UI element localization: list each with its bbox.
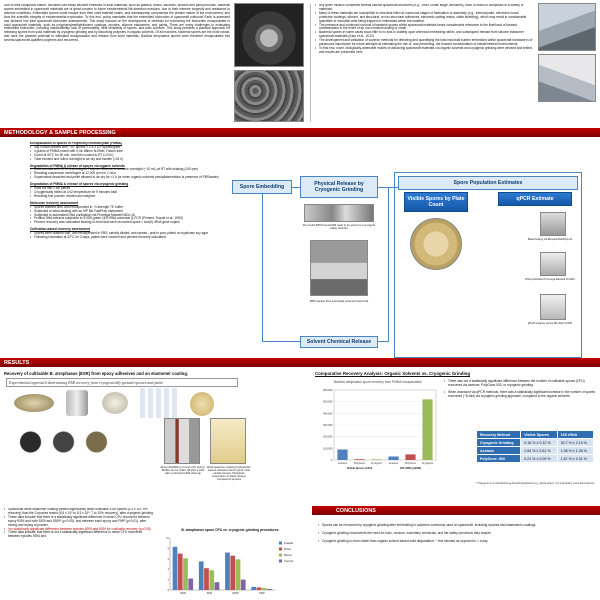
rover-photo	[538, 3, 596, 51]
block4-list: • Spores washed with, and resuspended in, ½ strength TE buffer • Subjected to bead-beating with an MP Bio FastPrep instrument • Subjected to automated DNA purification via Promega Maxwell MDx-16. • Purified DNA extracts subjected to SYBR-green 16S rRNA universal Q-PCR (Primers: Suzuki et al., 2000) • Percent recovery was calculated bearing in mind that each recovered spore = two(6) rRNA gene copies	[30, 206, 225, 226]
results-header: RESULTS	[0, 358, 600, 367]
maxwell-caption: DNA purification Promega Maxwell 16 MDx	[525, 278, 575, 281]
comparison-bullets: • There was not a statistically significant difference between the number of cultivable spores (CFU) recovered via acetone, PolyGone-500, or cryogenic grinding. • When assessed via qPCR methods, there was a statistically significant increase in the number of spores recovered (~8-fold) via cryogenic grinding approach, compared to the organic solvents.	[444, 380, 596, 399]
legend-label: Mixed	[284, 553, 292, 557]
epoxy-caption: Epoxy EA9309 (a common OC epoxy). Bottles can be milled; 48 after a solid with a red-tinted ADM shell cap	[160, 466, 206, 475]
vials-caption: White elastomer coating (hydrophobic, solvent-resistant) doesn't grind. Note particle bounce: Phosphate suspensions in liquid nitrogen compared to epoxies	[206, 466, 252, 481]
recovery-table	[476, 430, 594, 463]
bar	[388, 457, 398, 461]
block2-title: Degradation of PMMA & release of spores via organic solvents	[30, 163, 125, 168]
results-bullets: • Spacecraft white elastomer coating yielded significantly fewer cultivable ESR spores (5.3 x 10³; 9% recovery) than the 3 epoxies tested (5.5 x 10⁵ to 8.3 x 10⁵; 7 to 10% recovery), after cryogenic grinding. • These data indicate that there is a statistically significant difference in mean CFU recovered between epoxy 9394 and both 9309 and 9309* (p<0.05), and between each epoxy and PMP (p<0.01), after mixing and drying of powder. • *no statistically significant difference between epoxies 9309 and 9394 for cultivable recovery (p>0.05) • These data indicate that there is not a statistically significant difference in mean CFU recovered between epoxies 9394 and	[4, 508, 154, 598]
x-tick-label: 9309	[180, 592, 187, 595]
y-tick-label: 100,000	[323, 447, 333, 451]
plate-dish	[190, 392, 214, 416]
bar	[204, 568, 209, 590]
grinding-vial	[66, 390, 88, 416]
y-tick-label: 500,000	[323, 400, 333, 404]
dilution-tubes	[140, 388, 180, 418]
legend-label: Powder	[284, 541, 294, 545]
flow-qpcr-estimate: qPCR Estimate	[498, 192, 572, 206]
x-tick-label: 9309*	[232, 592, 240, 595]
y-tick-label: 10	[166, 537, 169, 540]
table-row: Cryogenic Grinding 0.16 % ± 0.12 % 30.7 % ± 2.19 %	[477, 439, 594, 447]
legend-swatch	[279, 554, 282, 557]
freezer-mill-caption: Pre-cooled 6870 Freezer/Mill ready to be ground in a cryogenic milling chamber.	[302, 224, 376, 230]
x-tick-label: PolyGone	[354, 462, 365, 465]
conclusions-title: CONCLUSIONS	[336, 507, 376, 514]
comp-subtitle: Bacillus atrophaeus spore recovery from PMMA encapsulation	[334, 380, 422, 384]
group-label: Visible Spores (CFU)	[346, 467, 373, 470]
bar	[422, 399, 432, 460]
flow-population-estimates: Spore Population Estimates	[398, 176, 578, 190]
block5-title: Cultivation-based recovery assessment	[30, 227, 91, 232]
legend-swatch	[279, 542, 282, 545]
conclusions-panel	[312, 506, 600, 600]
legend-label: Dried	[284, 547, 291, 551]
block1-title: Encapsulation of spores in Polymethyl methacrylate (PMMA)	[30, 142, 122, 145]
connector-line	[262, 194, 263, 342]
bar	[236, 559, 241, 590]
block3-list: • Solid cut into 1 cm pieces • Cryogenically milled at LN2 temperature for 9 minutes total • Resulting fine powder, divided and weighed	[30, 187, 225, 199]
methods-text	[30, 142, 225, 352]
bar	[251, 587, 256, 590]
y-tick-label: 600,000	[323, 389, 333, 392]
epoxy-bottles-photo	[164, 418, 200, 464]
table-header: Recovery Method	[477, 431, 521, 439]
comp-title: Comparative Recovery Analysis: Organic Solvents vs. Cryogenic Grinding	[315, 371, 471, 376]
flow-spore-embedding: Spore Embedding	[232, 180, 292, 194]
divider-line	[310, 4, 311, 122]
x-tick-label: Acetone	[337, 462, 348, 465]
block4-title: Molecular recovery assessment	[30, 200, 79, 205]
y-tick-label: 200,000	[323, 435, 333, 439]
mill-instrument-photo	[310, 240, 368, 296]
bar	[262, 588, 267, 590]
y-tick-label: 8	[167, 547, 169, 551]
powder-dish	[102, 392, 128, 414]
bar	[209, 570, 214, 590]
bar	[241, 580, 246, 590]
fastprep-photo	[540, 212, 566, 236]
bar	[354, 459, 364, 460]
spacecraft-photo	[234, 3, 304, 67]
cleanroom-photo	[538, 54, 596, 102]
connector-line	[378, 341, 388, 342]
block3-title: Degradation of PMMA & release of spores via cryogenic grinding	[30, 182, 129, 187]
bar	[405, 454, 415, 460]
epoxy-puck	[14, 394, 54, 412]
table-header: Visible Spores	[521, 431, 557, 439]
freezer-mill-photo	[304, 204, 374, 222]
y-tick-label: 400,000	[323, 412, 333, 416]
flow-visible-spores: Visible Spores by Plate Count	[404, 192, 468, 212]
table-note: † Polygone is a manufacturing dissolving/polisher (e.g. glycol ether). It is proprietary cross-links solvent.	[476, 482, 595, 485]
bar	[371, 459, 381, 460]
bar	[215, 582, 220, 590]
vials-photo	[210, 418, 246, 464]
conclusions-header	[312, 506, 600, 515]
table-header-row	[477, 431, 594, 439]
mini-chart-title: B. atrophaeus spore CFU vs. cryogenic grinding procedures	[181, 528, 279, 532]
flow-physical-release: Physical Release by Cryogenic Grinding	[300, 176, 378, 198]
methods-header: METHODOLOGY & SAMPLE PROCESSING	[0, 128, 600, 137]
y-tick-label: 0	[167, 589, 169, 592]
comp-chart	[314, 384, 440, 474]
culture-plate-photo	[410, 218, 462, 270]
bar	[267, 589, 272, 590]
maxwell-photo	[540, 252, 566, 276]
x-tick-label: PolyGone	[405, 462, 416, 465]
y-tick-label: 2	[167, 578, 169, 582]
y-tick-label: 0	[331, 459, 333, 462]
intro-text: Due to their ubiquitous nature, microbes can easily become entrained in solid materials, such as plastics, resins, silicones, epoxies and paint products. Bacterial spores embedded in spacecraft materials are of great concern to future extraterrestrial life detection missions, due to their extreme longevity and resistance to adverse conditions. Embedded spores could escape from their solid material matrix, and subsequently compromise the pristine nature of the environment, and thus the scientific integrity of extraterrestrial exploration. To this end, policy mandates that the embedded bioburden of spacecraft outbound Earth is assessed and factored into total spacecraft bioburden assessments. This study focused on the development of methods for recovering the bioburden encapsulated in solid spacecraft materials, such as polyphenylmethylsiloxane coatings, epoxies, silicone elastomers, and paints. There are many challenges to evaluating embedded bioburden, including inaccessibility, lack of permeability, heat sensitivity of spores, and toxic solvents. This study presents a practical approach for releasing spores from solid materials by cryogenic grinding and by dissolving polymers in organic solvents. Of all microbes, bacterial spores are the most robust, and have the greatest potential to withstand encapsulation and release from solid materials. Bacillus atrophaeus spores were therefore encapsulated into several spacecraft-qualified polymers and recovered.	[4, 4, 230, 43]
results-subtitle: Recovery of cultivable B. atrophaeus (ESR) from epoxy adhesives and an elastomer coating.	[4, 371, 189, 376]
bar	[188, 579, 193, 590]
approach-diagram	[10, 386, 240, 464]
connector-line	[262, 341, 300, 342]
legend-swatch	[279, 560, 282, 563]
x-tick-label: Acetone	[388, 462, 399, 465]
bar	[230, 556, 235, 590]
bar	[173, 547, 178, 590]
bar	[199, 561, 204, 590]
block5-list: • Spores were washed with, and resuspended in PBS, serially diluted, and spread - and/or pour-plated on trypticase soy agar • Following incubation at 32°C for 3 days, plates were counted and percent recovery calculated.	[30, 232, 225, 240]
intro-bullets: • Any given mission comprises several distinct spacecraft structures (e.g., rover, cruise stage, aeroshell), each of which is composed of a variety of materials. • Many of these materials are susceptible to microbial influx at numerous stages of fabrication or assembly (e.g., thermal paint, electronic board protective coatings, silicone, and structural, or non-structural adhesives, electronic potting resins, cable shielding), which may result in considerable quantities of microbial cells being trapped or embedded within the material. • The presence and continued survival of bacterial spores within spacecraft materials bears considerable relevance to the likelihood of forward contamination in the event of an non-nominal landing or crash. • Bacterial spores in some cases show little to no loss in viability upon chemical embedding within, and subsequent release from silicone elastomer spacecraft materials (Kaur et al., 2012). • The development and validation of superior methods for detecting and quantifying the total microbial burden embedded within spacecraft hardware is of paramount importance for future attempts at estimating the risk of, and preventing, the forward contamination of extraterrestrial environments. • To this end, novel, biologically-amenable modes of dissolving spacecraft materials via organic solvents and cryogenic grinding were devised and tested, and results are presented here.	[315, 4, 533, 124]
sample-pucks	[14, 426, 124, 458]
y-tick-label: 4	[167, 568, 169, 572]
connector-line	[292, 187, 300, 188]
spore-micrograph	[234, 70, 304, 122]
qpcr-caption: qPCR analysis via the Bio-Rad CFX96	[527, 322, 573, 325]
bar	[257, 587, 262, 590]
x-tick-label: 9394	[206, 592, 213, 595]
bar	[337, 450, 347, 461]
bar	[178, 554, 183, 590]
y-tick-label: 300,000	[323, 424, 333, 427]
qpcr-instrument-photo	[540, 294, 566, 320]
legend-label: Control	[284, 559, 294, 563]
legend-swatch	[279, 548, 282, 551]
block2-list: • Solid overlaid with RPM Technologies Polyimer Solvent, or acetone overnight (~10 mL) at RT with shaking (140 rpm) • Resulting suspension centrifuged at 12,000 rpm for 1 hour • Supernatant decanted and pellet allowed to air dry for >1 h (or when organic solvents precipitate/residue is presence of PBS/water)	[30, 168, 225, 180]
flow-chemical-release: Solvent Chemical Release	[300, 336, 378, 348]
x-tick-label: Cryogenic	[421, 462, 434, 465]
table-header: 16S rRNA	[557, 431, 593, 439]
connector-line	[388, 187, 389, 342]
fastprep-caption: Bead beating via Biospec/FastPrep-24	[527, 238, 573, 241]
group-label: 16S rRNA (qPCR)	[399, 467, 422, 470]
y-tick-label: 6	[167, 557, 169, 561]
conclusions-list: • Spores can be recovered by cryogenic grinding after embedding in polymers commonly used on spacecraft, including epoxies and elastomeric coatings. • Cryogenic grinding circumvents the need for toxic, noxious, incendiary chemicals, and the safety provisions they require. • Cryogenic grinding is much faster than organic solvent-based solid degradation: ~ few minutes as opposed to > a day.	[318, 524, 596, 548]
block1-list: • 45g PMMA seeded with ~10⁷ spores = 2.5 x 10⁶ spores/gram • 4 grams of PMMA mixed with 4 mL 88mm N-Eitrel, Falcon tube • Cured at 50°C for 90 min, and then cooled to RT (<24 h) • Tube excised and rolled overnight to air dry and harden (>24 h)	[30, 146, 225, 162]
mill-instrument-caption: 6850 Sample Prep automated powered freezer/mill	[309, 300, 369, 303]
mini-chart	[160, 534, 305, 598]
bar	[183, 558, 188, 590]
results-subnote: Experimental approach determining ESR recovery from cryogenically ground epoxies and paint	[6, 378, 238, 387]
table-row: Acetone 2.64 % ± 2.61 % 1.06 % ± 1.26 %	[477, 447, 594, 455]
bar	[225, 553, 230, 590]
table-row: PolyGone -500 0.21 % ± 0.09 % 1.67 % ± 0.31 %	[477, 455, 594, 463]
x-tick-label: Cryogenic	[370, 462, 383, 465]
x-tick-label: PMP	[259, 592, 265, 595]
